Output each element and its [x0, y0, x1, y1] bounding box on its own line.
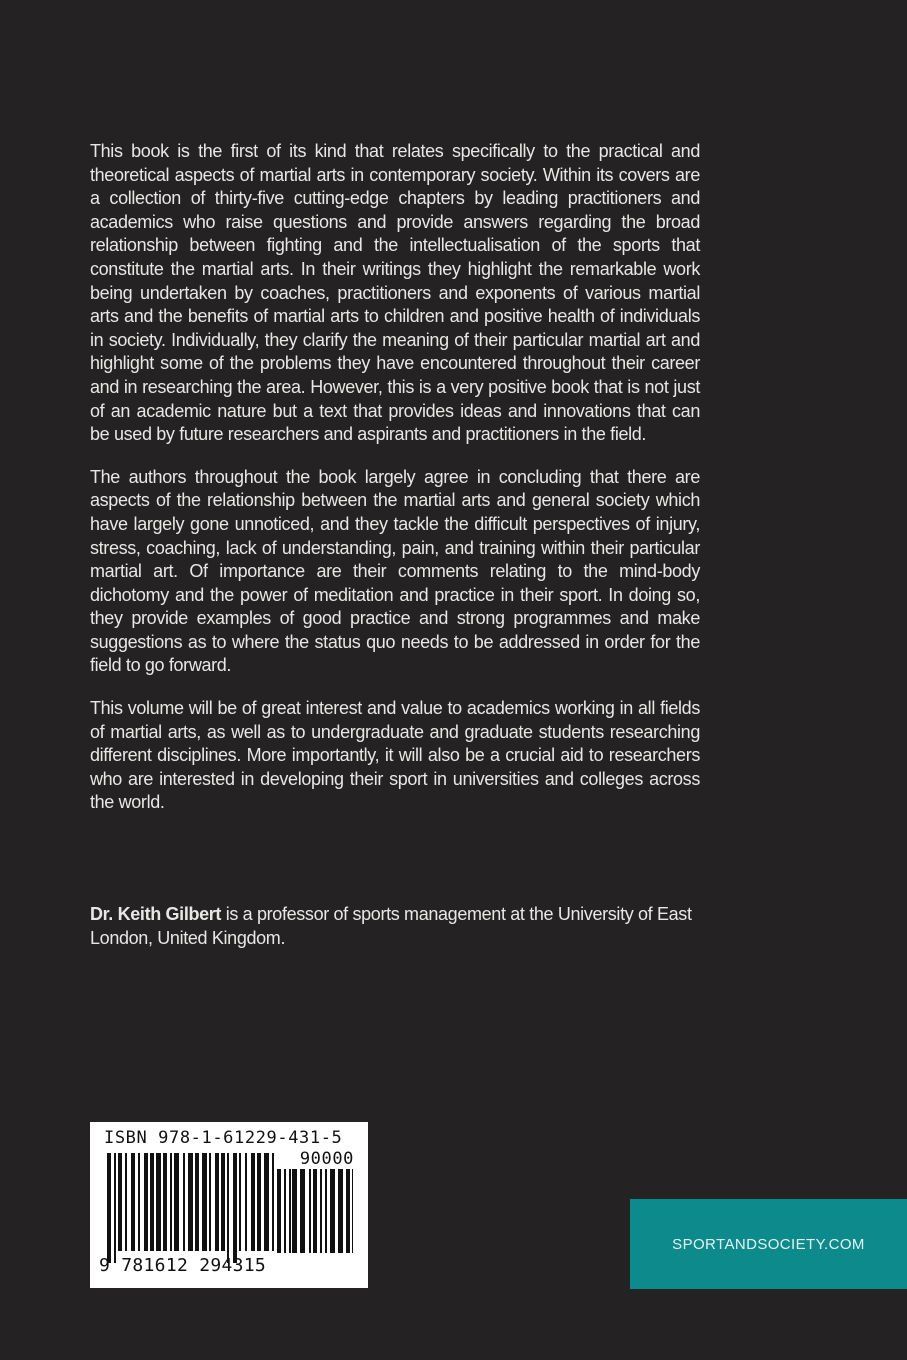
barcode-bar [239, 1153, 241, 1251]
barcode-bar [107, 1153, 111, 1263]
isbn-barcode [90, 1122, 368, 1288]
barcode-bar [245, 1153, 247, 1251]
barcode-bar [264, 1153, 269, 1251]
barcode-digits: 9 781612 294315 [99, 1255, 267, 1276]
barcode-addon-number: 90000 [299, 1149, 354, 1169]
barcode-bar [221, 1153, 225, 1251]
barcode-bar [150, 1153, 154, 1251]
barcode-bar [156, 1153, 161, 1251]
barcode-bar [202, 1153, 207, 1251]
description-paragraph-2: The authors throughout the book largely agree in concluding that there are aspects of the relationship between the martial arts and general society which have largely gone unnoticed, and they tackle the difficult perspectives of injury, stress, coaching, lack of understanding, pain, and training within their particular martial art. Of importance are their comments relating to the mind-body dichotomy and the power of meditation and practice in their sport. In doing so, they provide examples of good practice and strong programmes and make suggestions as to where the status quo needs to be addressed in order for the field to go forward. [90, 466, 700, 676]
barcode-bar [257, 1153, 261, 1251]
barcode-bar [300, 1169, 305, 1253]
barcode-bar [325, 1169, 327, 1253]
barcode-bar [114, 1153, 116, 1263]
barcode-bar [284, 1169, 286, 1253]
website-label: SPORTANDSOCIETY.COM [672, 1235, 865, 1253]
barcode-bar [138, 1153, 140, 1251]
barcode-bar [320, 1169, 322, 1253]
author-bio [90, 903, 700, 950]
barcode-bar [195, 1153, 199, 1251]
barcode-bar [233, 1153, 237, 1263]
barcode-bar [338, 1169, 343, 1253]
barcode-main-bars [107, 1153, 275, 1263]
barcode-bar [292, 1169, 297, 1253]
barcode-bar [352, 1169, 353, 1253]
barcode-bar [251, 1153, 255, 1251]
description-paragraph-1: This book is the first of its kind that relates specifically to the practical and theoretical aspects of martial arts in contemporary society. Within its covers are a collection of thirty-five cutting-edge chapters by leading practitioners and academics who raise questions and provide answers regarding the broad relationship between fighting and the intellectualisation of the sports that constitute the martial arts. In their writings they highlight the remarkable work being undertaken by coaches, practitioners and exponents of various martial arts and the benefits of martial arts to children and positive health of individuals in society. Individually, they clarify the meaning of their particular martial art and highlight some of the problems they have encountered throughout their career and in researching the area. However, this is a very positive book that is not just of an academic nature but a text that provides ideas and innovations that can be used by future researchers and aspirants and practitioners in the field. [90, 141, 700, 445]
barcode-bar [346, 1169, 350, 1253]
description-paragraph-3: This volume will be of great interest and value to academics working in all fields of martial arts, as well as to undergraduate and graduate students researching different disciplines. More importantly, it will also be a crucial aid to researchers who are interested in developing their sport in universities and colleges across the world. [90, 698, 700, 813]
barcode-bar [330, 1169, 335, 1253]
barcode-bar [272, 1153, 274, 1251]
barcode-bar [309, 1169, 311, 1253]
author-bio-text: is a professor of sports management at the University of East London, United Kingdom. [90, 904, 692, 948]
barcode-bar [289, 1169, 291, 1253]
barcode-addon-bars [277, 1169, 353, 1253]
isbn-label: ISBN 978-1-61229-431-5 [104, 1128, 343, 1148]
barcode-bar [227, 1153, 229, 1263]
barcode-bar [277, 1169, 281, 1253]
back-cover-description [90, 140, 700, 834]
barcode-bar [174, 1153, 179, 1251]
website-badge [630, 1199, 907, 1289]
barcode-bar [144, 1153, 148, 1251]
barcode-bar [170, 1153, 172, 1251]
author-name: Dr. Keith Gilbert [90, 904, 222, 924]
barcode-bar [125, 1153, 127, 1251]
barcode-bar [188, 1153, 193, 1251]
barcode-bar [215, 1153, 219, 1251]
barcode-bar [183, 1153, 185, 1251]
barcode-bar [118, 1153, 122, 1251]
barcode-bar [209, 1153, 211, 1251]
barcode-bar [163, 1153, 167, 1251]
barcode-bar [313, 1169, 317, 1253]
barcode-bar [131, 1153, 135, 1251]
